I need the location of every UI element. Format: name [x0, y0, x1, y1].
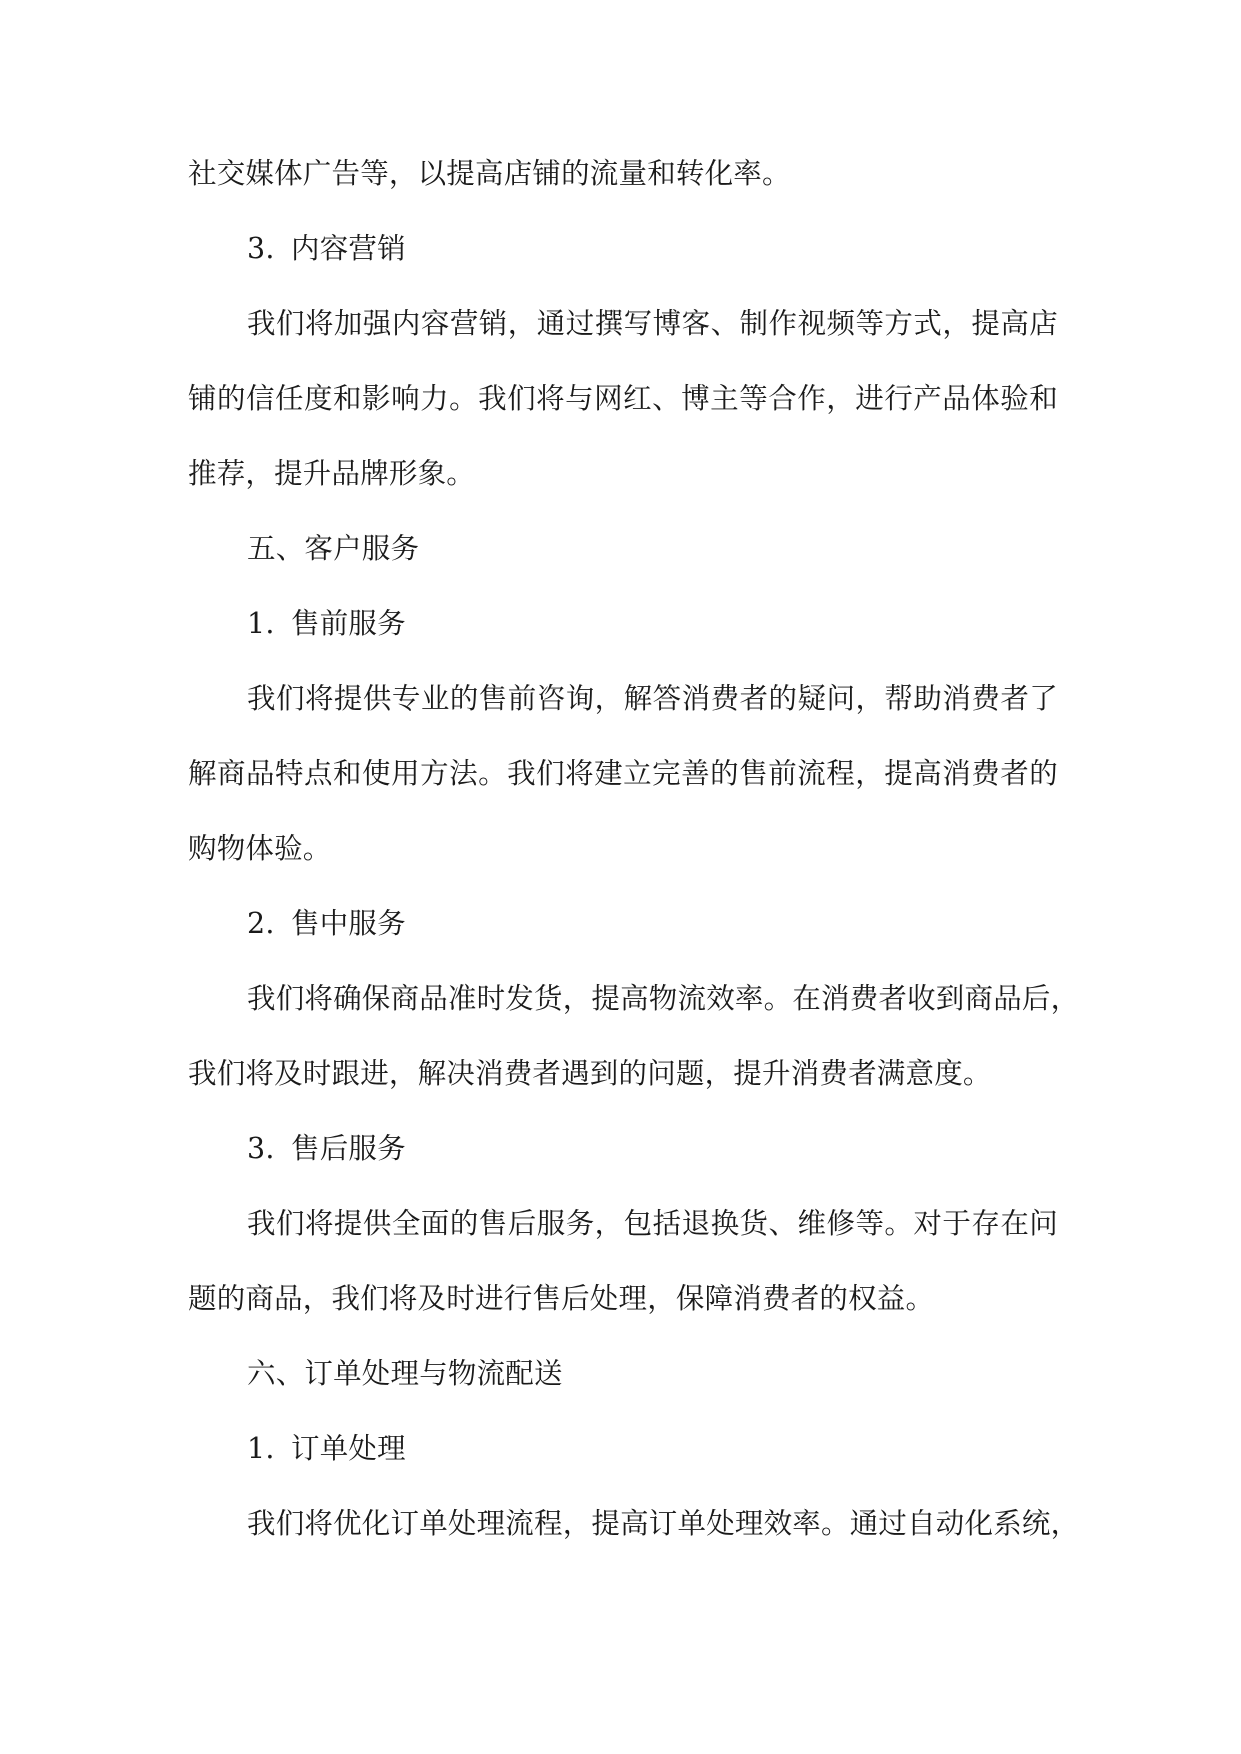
subheading-after-sales [247, 1129, 1117, 1169]
subheading-order-processing [247, 1429, 1117, 1469]
subheading-text: 售前服务 [291, 607, 406, 640]
paragraph-line: 我们将优化订单处理流程，提高订单处理效率。通过自动化系统， [247, 1507, 1080, 1540]
list-number: 3. [247, 1132, 275, 1165]
list-number: 3. [247, 232, 275, 265]
section-heading-order-logistics: 六、订单处理与物流配送 [247, 1357, 563, 1390]
paragraph-line: 我们将提供专业的售前咨询，解答消费者的疑问，帮助消费者了 [247, 682, 1058, 715]
paragraph-line: 铺的信任度和影响力。我们将与网红、博主等合作，进行产品体验和 [188, 382, 1058, 415]
paragraph-line: 题的商品，我们将及时进行售后处理，保障消费者的权益。 [188, 1282, 935, 1315]
subheading-text: 售后服务 [291, 1132, 406, 1165]
list-number: 1. [247, 607, 275, 640]
subheading-content-marketing [247, 229, 1117, 269]
subheading-presales [247, 604, 1117, 644]
list-number: 1. [247, 1432, 275, 1465]
paragraph-line: 购物体验。 [188, 832, 332, 865]
subheading-in-sales [247, 904, 1117, 944]
subheading-text: 订单处理 [291, 1432, 406, 1465]
paragraph-line: 我们将加强内容营销，通过撰写博客、制作视频等方式，提高店 [247, 307, 1058, 340]
section-heading-customer-service: 五、客户服务 [247, 532, 420, 565]
list-number: 2. [247, 907, 275, 940]
paragraph-line: 我们将确保商品准时发货，提高物流效率。在消费者收到商品后， [247, 982, 1080, 1015]
subheading-text: 内容营销 [291, 232, 406, 265]
paragraph-line: 推荐，提升品牌形象。 [188, 457, 476, 490]
paragraph-line: 我们将提供全面的售后服务，包括退换货、维修等。对于存在问 [247, 1207, 1058, 1240]
paragraph-line: 解商品特点和使用方法。我们将建立完善的售前流程，提高消费者的 [188, 757, 1058, 790]
paragraph-line: 社交媒体广告等，以提高店铺的流量和转化率。 [188, 157, 791, 190]
paragraph-line: 我们将及时跟进，解决消费者遇到的问题，提升消费者满意度。 [188, 1057, 992, 1090]
subheading-text: 售中服务 [291, 907, 406, 940]
